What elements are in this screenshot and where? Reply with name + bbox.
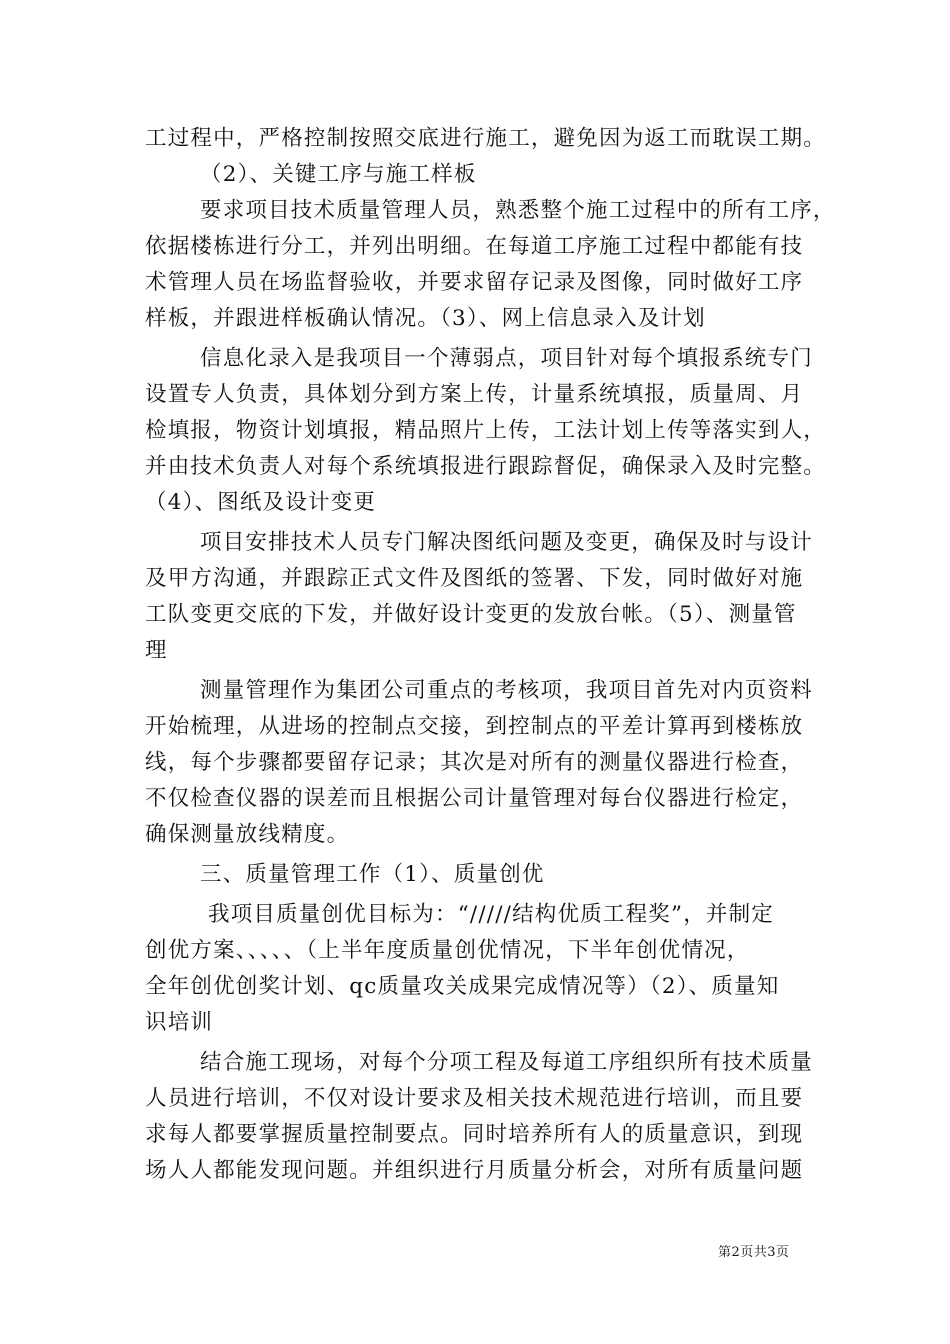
text-line: 要求项目技术质量管理人员，熟悉整个施工过程中的所有工序， — [200, 198, 836, 223]
text-line: 样板，并跟进样板确认情况。（3）、网上信息录入及计划 — [145, 306, 706, 331]
text-line: 求每人都要掌握质量控制要点。同时培养所有人的质量意识，到现 — [145, 1122, 804, 1147]
text-line: 术管理人员在场监督验收，并要求留存记录及图像，同时做好工序 — [145, 270, 804, 295]
text-line: 依据楼栋进行分工，并列出明细。在每道工序施工过程中都能有技 — [145, 234, 804, 259]
text-line: 测量管理作为集团公司重点的考核项，我项目首先对内页资料 — [200, 678, 813, 703]
text-line: 并由技术负责人对每个系统填报进行跟踪督促，确保录入及时完整。 — [145, 454, 827, 479]
text-line: 识培训 — [145, 1010, 214, 1035]
section-heading: 三、质量管理工作（1）、质量创优 — [200, 862, 545, 887]
text-line: 全年创优创奖计划、qc质量攻关成果完成情况等）（2）、质量知 — [145, 974, 780, 999]
text-line: 工过程中，严格控制按照交底进行施工，避免因为返工而耽误工期。 — [145, 126, 827, 151]
text-line: 线，每个步骤都要留存记录；其次是对所有的测量仪器进行检查， — [145, 750, 804, 775]
text-line: 我项目质量创优目标为：“/////结构优质工程奖”，并制定 — [208, 902, 775, 927]
text-line: 开始梳理，从进场的控制点交接，到控制点的平差计算再到楼栋放 — [145, 714, 804, 739]
text-line: 创优方案、、、、、（上半年度质量创优情况，下半年创优情况， — [145, 938, 750, 963]
text-line: 设置专人负责，具体划分到方案上传，计量系统填报，质量周、月 — [145, 382, 804, 407]
text-line: 检填报，物资计划填报，精品照片上传，工法计划上传等落实到人， — [145, 418, 827, 443]
text-line: 不仅检查仪器的误差而且根据公司计量管理对每台仪器进行检定， — [145, 786, 804, 811]
text-line: 工队变更交底的下发，并做好设计变更的发放台帐。（5）、测量管 — [145, 602, 797, 627]
text-line: 确保测量放线精度。 — [145, 822, 350, 847]
text-line: 信息化录入是我项目一个薄弱点，项目针对每个填报系统专门 — [200, 346, 813, 371]
section-heading: （2）、关键工序与施工样板 — [200, 162, 477, 187]
text-line: 场人人都能发现问题。并组织进行月质量分析会，对所有质量问题 — [145, 1158, 804, 1183]
text-line: 项目安排技术人员专门解决图纸问题及变更，确保及时与设计 — [200, 530, 813, 555]
section-heading: （4）、图纸及设计变更 — [145, 490, 377, 515]
page-number: 第2页共3页 — [718, 1245, 790, 1260]
text-line: 人员进行培训，不仅对设计要求及相关技术规范进行培训，而且要 — [145, 1086, 804, 1111]
text-line: 及甲方沟通，并跟踪正式文件及图纸的签署、下发，同时做好对施 — [145, 566, 804, 591]
text-line: 理 — [145, 638, 168, 663]
text-line: 结合施工现场，对每个分项工程及每道工序组织所有技术质量 — [200, 1050, 813, 1075]
